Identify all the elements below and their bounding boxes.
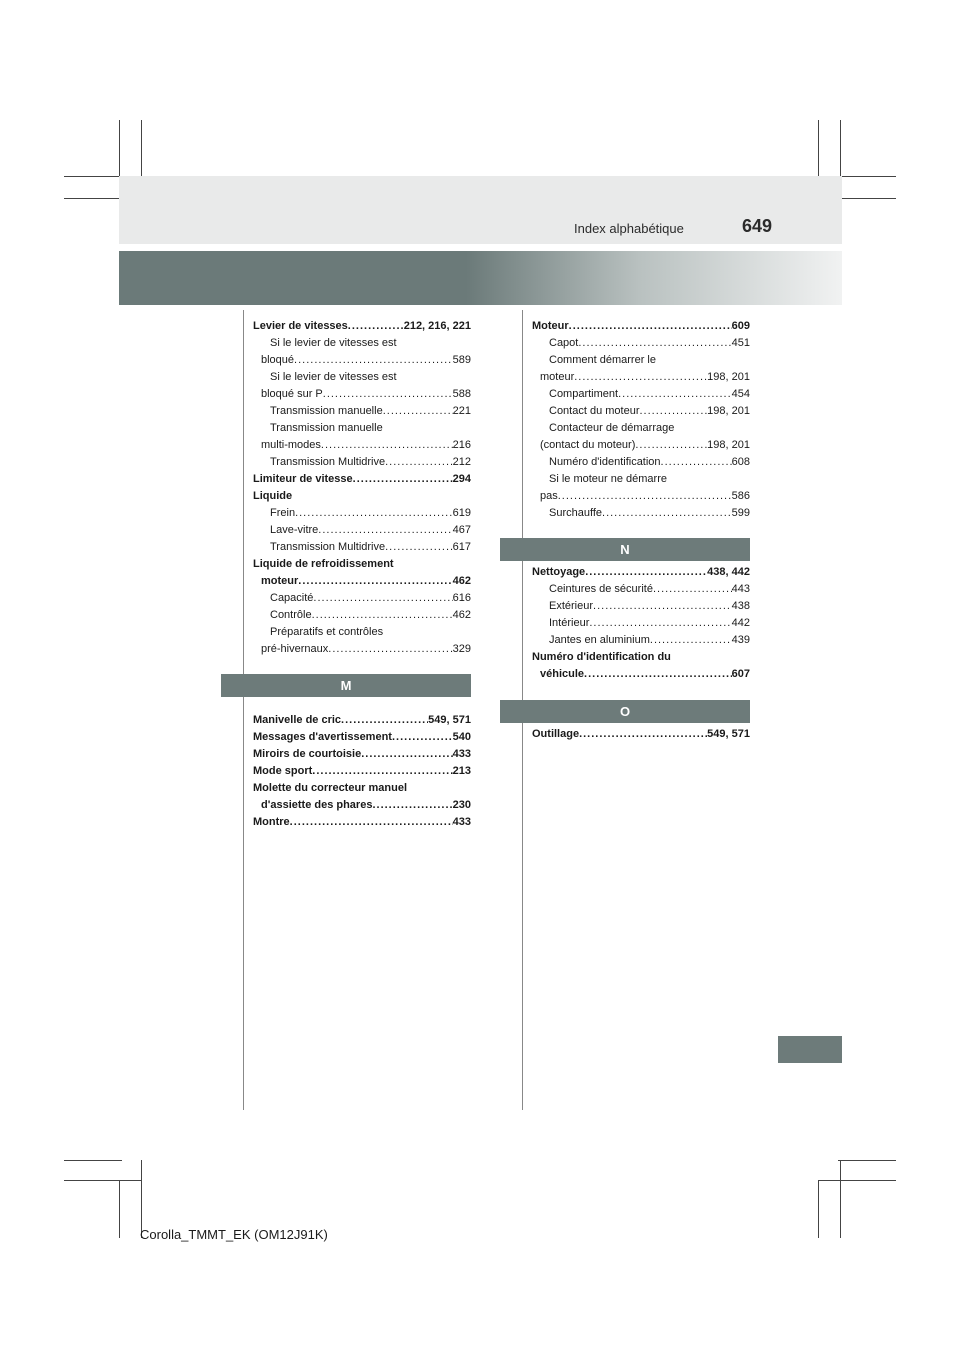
index-subentry: Compartiment ..... 454: [532, 386, 750, 403]
header-gradient-bar: [119, 251, 842, 305]
section-header-n: N: [500, 538, 750, 561]
index-subentry: Contacteur de démarrage: [549, 422, 675, 434]
index-entry: Miroirs de courtoisie ..... 433: [253, 746, 471, 763]
index-subentry: Contact du moteur ..... 198, 201: [532, 403, 750, 420]
index-subentry: pas ..... 586: [532, 488, 750, 505]
index-subentry: Lave-vitre ..... 467: [253, 522, 471, 539]
crop-mark: [119, 120, 120, 178]
index-subentry: Contrôle ..... 462: [253, 607, 471, 624]
index-subentry: Extérieur ..... 438: [532, 598, 750, 615]
index-subentry: Intérieur ..... 442: [532, 615, 750, 632]
index-subentry: Transmission manuelle ..... 221: [253, 403, 471, 420]
index-subentry: pré-hivernaux ..... 329: [253, 641, 471, 658]
index-subentry: Ceintures de sécurité ..... 443: [532, 581, 750, 598]
index-entry: Montre ..... 433: [253, 814, 471, 831]
index-entry: Mode sport ..... 213: [253, 763, 471, 780]
section-header-m: M: [221, 674, 471, 697]
left-column-rule: [243, 310, 244, 1110]
right-index-column: [532, 318, 750, 522]
crop-mark: [818, 1180, 819, 1238]
index-subentry: Si le moteur ne démarre: [549, 473, 667, 485]
section-header-o: O: [500, 700, 750, 723]
index-entry: Liquide: [253, 490, 293, 502]
header-title: Index alphabétique: [574, 221, 684, 236]
index-subentry: Jantes en aluminium ..... 439: [532, 632, 750, 649]
index-subentry: Surchauffe ..... 599: [532, 505, 750, 522]
chapter-tab: [778, 1036, 842, 1063]
right-n-entries: [532, 564, 750, 683]
right-o-entries: [532, 726, 750, 743]
crop-mark: [64, 1160, 122, 1161]
crop-mark: [818, 1180, 896, 1181]
index-subentry: Transmission Multidrive ..... 212: [253, 454, 471, 471]
crop-mark: [64, 1180, 142, 1181]
index-subentry: Préparatifs et contrôles: [270, 626, 384, 638]
index-subentry: multi-modes ..... 216: [253, 437, 471, 454]
index-subentry: moteur ..... 198, 201: [532, 369, 750, 386]
index-entry: moteur ..... 462: [253, 573, 471, 590]
index-subentry: Capot ..... 451: [532, 335, 750, 352]
index-entry: d'assiette des phares ..... 230: [253, 797, 471, 814]
index-subentry: Frein ..... 619: [253, 505, 471, 522]
index-subentry: Comment démarrer le: [549, 354, 656, 366]
index-entry: Outillage ..... 549, 571: [532, 726, 750, 743]
index-subentry: bloqué ..... 589: [253, 352, 471, 369]
crop-mark: [840, 120, 841, 178]
index-subentry: Transmission Multidrive ..... 617: [253, 539, 471, 556]
index-entry: Numéro d'identification du: [532, 651, 671, 663]
index-entry: Liquide de refroidissement: [253, 558, 394, 570]
index-entry: Molette du correcteur manuel: [253, 782, 408, 794]
footer-doc-id: Corolla_TMMT_EK (OM12J91K): [140, 1227, 328, 1242]
index-subentry: Transmission manuelle: [270, 422, 383, 434]
index-entry: véhicule ..... 607: [532, 666, 750, 683]
index-subentry: Capacité ..... 616: [253, 590, 471, 607]
crop-mark: [840, 1160, 841, 1238]
index-entry: Limiteur de vitesse ..... 294: [253, 471, 471, 488]
index-subentry: Si le levier de vitesses est: [270, 337, 397, 349]
crop-mark: [838, 198, 896, 199]
index-entry: Manivelle de cric ..... 549, 571: [253, 712, 471, 729]
left-index-column: [253, 318, 471, 658]
crop-mark: [119, 1180, 120, 1238]
index-subentry: (contact du moteur) ..... 198, 201: [532, 437, 750, 454]
index-subentry: bloqué sur P ..... 588: [253, 386, 471, 403]
index-subentry: Numéro d'identification ..... 608: [532, 454, 750, 471]
index-subentry: Si le levier de vitesses est: [270, 371, 397, 383]
crop-mark: [838, 1160, 896, 1161]
index-entry: Nettoyage ..... 438, 442: [532, 564, 750, 581]
crop-mark: [64, 198, 122, 199]
header-band: [119, 176, 842, 244]
page-number: 649: [742, 216, 773, 236]
left-m-entries: [253, 712, 471, 831]
index-entry: Moteur ..... 609: [532, 318, 750, 335]
index-entry: Levier de vitesses ..... 212, 216, 221: [253, 318, 471, 335]
index-entry: Messages d'avertissement ..... 540: [253, 729, 471, 746]
